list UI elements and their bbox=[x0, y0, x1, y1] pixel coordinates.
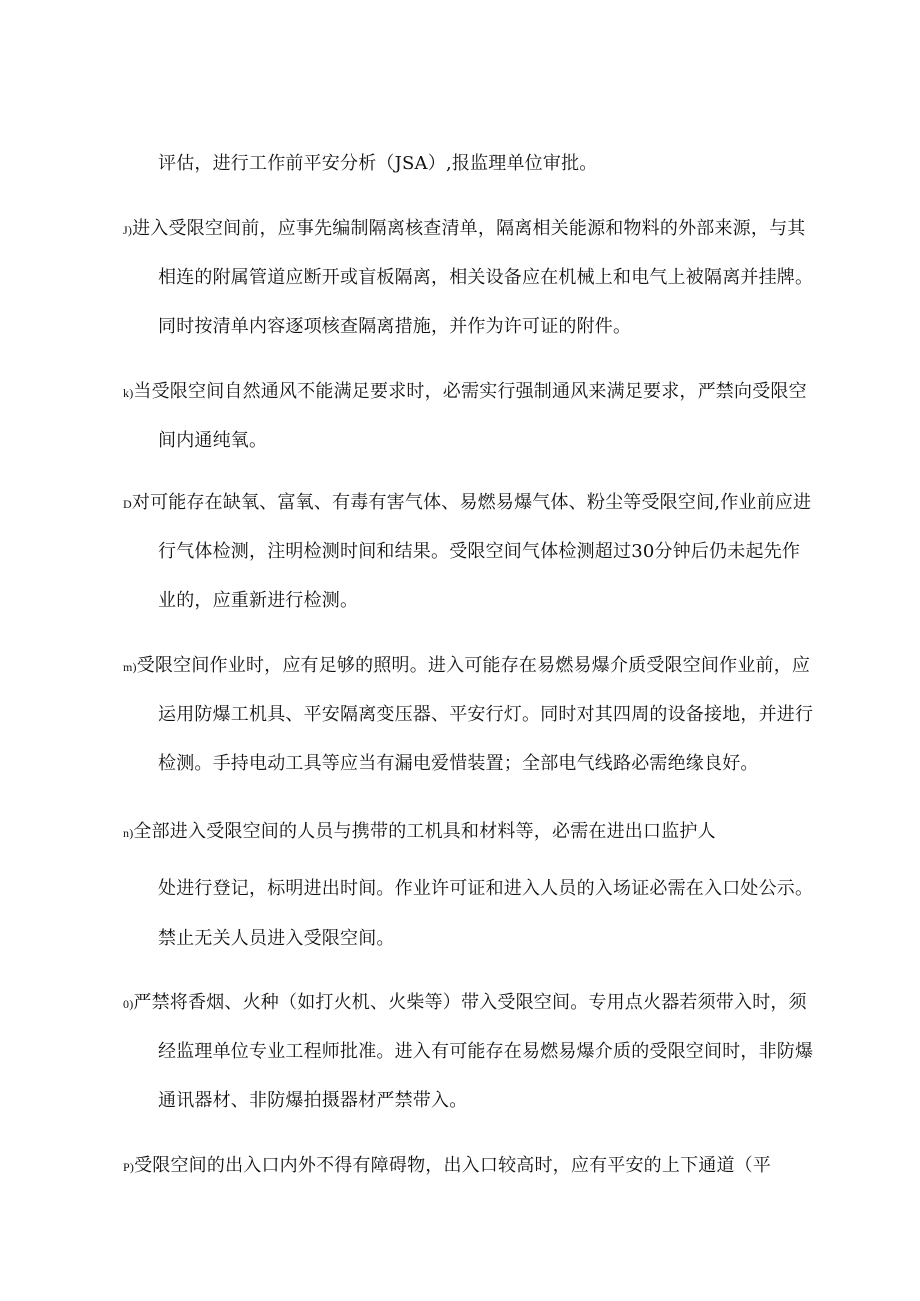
line-text: 运用防爆工机具、平安隔离变压器、平安行灯。同时对其四周的设备接地，并进行 bbox=[158, 704, 814, 725]
list-item-m-line-3 bbox=[158, 752, 759, 776]
paragraph-line bbox=[158, 152, 597, 176]
line-text: 进入受限空间前，应事先编制隔离核查清单，隔离相关能源和物料的外部来源，与其 bbox=[132, 218, 806, 239]
line-text: 经监理单位专业工程师批准。进入有可能存在易燃易爆介质的受限空间时，非防爆 bbox=[158, 1041, 814, 1062]
list-marker: J) bbox=[123, 223, 133, 237]
list-marker: k) bbox=[123, 386, 134, 400]
list-item-k-line-2 bbox=[158, 429, 267, 453]
line-text: 严禁将香烟、火种（如打火机、火柴等）带入受限空间。专用点火器若须带入时，须 bbox=[133, 992, 807, 1013]
list-marker: P) bbox=[123, 1160, 135, 1174]
list-item-n-line-2 bbox=[158, 877, 813, 901]
line-text: 受限空间的出入口内外不得有障碍物，出入口较高时，应有平安的上下通道（平 bbox=[134, 1155, 772, 1176]
list-item-j-line-3 bbox=[158, 315, 631, 339]
line-text: 禁止无关人员进入受限空间。 bbox=[158, 928, 395, 949]
line-text: 处进行登记，标明进出时间。作业许可证和进入人员的入场证必需在入口处公示。 bbox=[158, 878, 814, 899]
list-marker: n) bbox=[123, 826, 134, 840]
line-text: 行气体检测，注明检测时间和结果。受限空间气体检测超过30分钟后仍未起先作 bbox=[158, 541, 801, 562]
line-text: 业的，应重新进行检测。 bbox=[158, 590, 359, 611]
line-text: 间内通纯氧。 bbox=[158, 430, 268, 451]
line-text: 对可能存在缺氧、富氧、有毒有害气体、易燃易爆气体、粉尘等受限空间,作业前应进 bbox=[131, 492, 812, 513]
list-item-n-line-3 bbox=[158, 927, 395, 951]
list-item-l-line-2 bbox=[158, 540, 800, 564]
line-text: 全部进入受限空间的人员与携带的工机具和材料等，必需在进出口监护人 bbox=[133, 821, 716, 842]
list-item-l-line-1 bbox=[123, 491, 811, 516]
line-text: 受限空间作业时，应有足够的照明。进入可能存在易燃易爆介质受限空间作业前，应 bbox=[136, 655, 811, 676]
list-item-m-line-1 bbox=[123, 654, 810, 679]
list-marker: D bbox=[123, 497, 132, 511]
list-item-o-line-1 bbox=[123, 991, 807, 1016]
line-text: 通讯器材、非防爆拍摄器材严禁带入。 bbox=[158, 1090, 468, 1111]
list-item-m-line-2 bbox=[158, 703, 813, 727]
list-marker: m) bbox=[123, 660, 137, 674]
list-item-l-line-3 bbox=[158, 589, 358, 613]
list-item-j-line-1 bbox=[123, 217, 805, 242]
list-item-n-line-1 bbox=[123, 820, 716, 845]
list-item-p-line-1 bbox=[123, 1154, 771, 1179]
line-text: 当受限空间自然通风不能满足要求时，必需实行强制通风来满足要求，严禁向受限空 bbox=[133, 381, 807, 402]
line-text: 相连的附属管道应断开或盲板隔离，相关设备应在机械上和电气上被隔离并挂牌。 bbox=[158, 267, 814, 288]
list-item-o-line-3 bbox=[158, 1089, 467, 1113]
line-text: 评估，进行工作前平安分析（JSA）,报监理单位审批。 bbox=[158, 153, 598, 174]
line-text: 检测。手持电动工具等应当有漏电爱惜装置；全部电气线路必需绝缘良好。 bbox=[158, 753, 759, 774]
line-text: 同时按清单内容逐项核查隔离措施，并作为许可证的附件。 bbox=[158, 316, 632, 337]
list-marker: 0) bbox=[123, 997, 134, 1011]
list-item-o-line-2 bbox=[158, 1040, 813, 1064]
list-item-j-line-2 bbox=[158, 266, 813, 290]
list-item-k-line-1 bbox=[123, 380, 807, 405]
